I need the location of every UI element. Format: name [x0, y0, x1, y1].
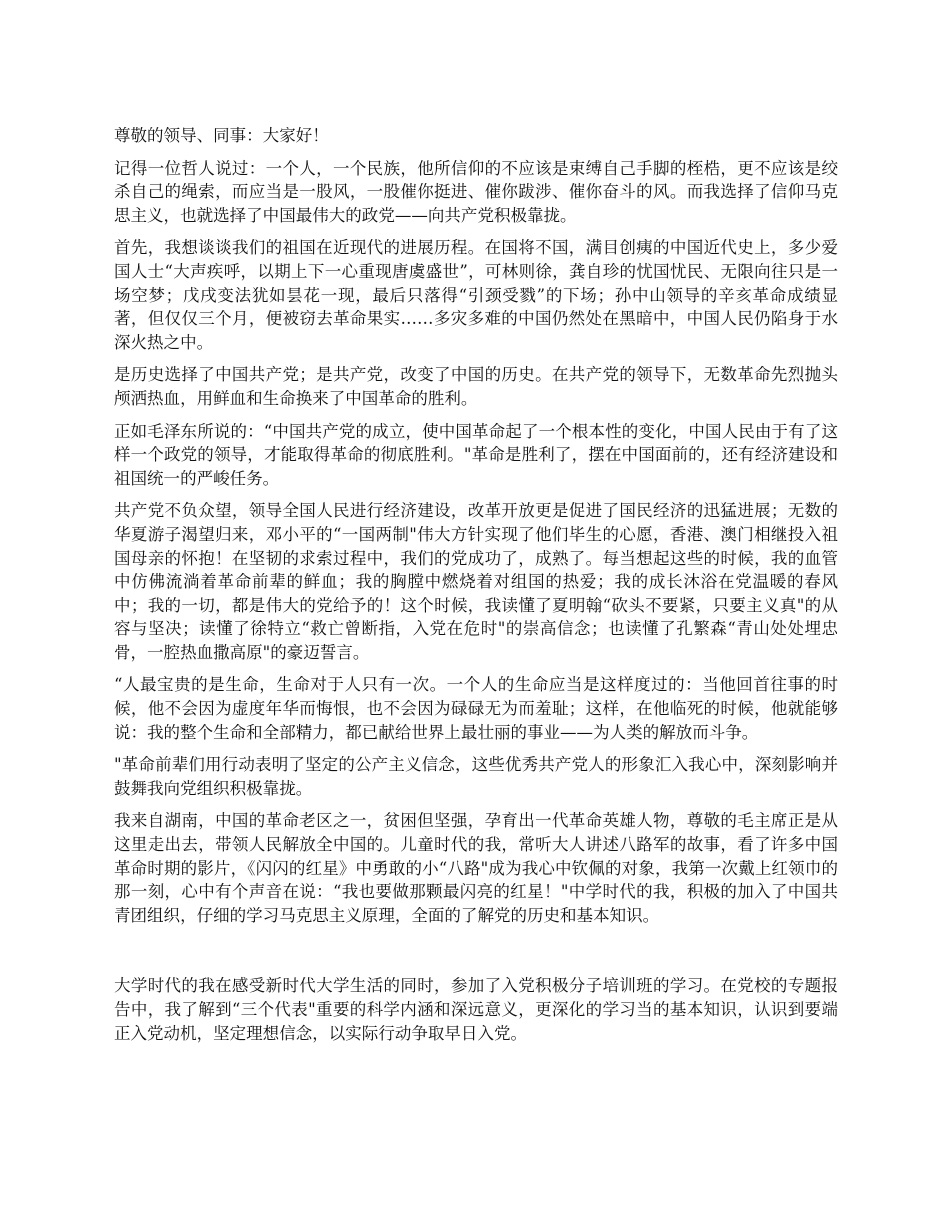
paragraph-revolutionary-predecessors: "革命前辈们用行动表明了坚定的公产主义信念，这些优秀共产党人的形象汇入我心中，深刻影响并鼓舞我向党组织积极靠拢。 [114, 755, 838, 798]
paragraph-university: 大学时代的我在感受新时代大学生活的同时，参加了入党积极分子培训班的学习。在党校的专题报告中，我了解到“三个代表"重要的科学内涵和深远意义，更深化的学习当的基本知识，认识到要端正入党动机，坚定理想信念，以实际行动争取早日入党。 [114, 976, 838, 1043]
paragraph-mao-quote: 正如毛泽东所说的：“中国共产党的成立，使中国革命起了一个根本性的变化，中国人民由于有了这样一个政党的领导，才能取得革命的彻底胜利。"革命是胜利了，摆在中国面前的，还有经济建设和祖国统一的严峻任务。 [114, 421, 838, 488]
document-body [114, 124, 838, 1054]
paragraph-modern-history: 首先，我想谈谈我们的祖国在近现代的进展历程。在国将不国，满目创痍的中国近代史上，多少爱国人士“大声疾呼，以期上下一心重现唐虞盛世”，可林则徐，龚自珍的忧国忧民、无限向往只是一场空梦；戊戌变法犹如昙花一现，最后只落得“引颈受戮”的下场；孙中山领导的辛亥革命成绩显著，但仅仅三个月，便被窃去革命果实……多灾多难的中国仍然处在黑暗中，中国人民仍陷身于水深火热之中。 [114, 238, 838, 352]
paragraph-life-quote: “人最宝贵的是生命，生命对于人只有一次。一个人的生命应当是这样度过的：当他回首往事的时候，他不会因为虚度年华而悔恨，也不会因为碌碌无为而羞耻；这样，在他临死的时候，他就能够说：我的整个生命和全部精力，都已献给世界上最壮丽的事业——为人类的解放而斗争。 [114, 675, 838, 742]
section-spacer [114, 936, 838, 974]
greeting: 尊敬的领导、同事：大家好！ [114, 126, 329, 145]
paragraph-economic-construction: 共产党不负众望，领导全国人民进行经济建设，改革开放更是促进了国民经济的迅猛进展；无数的华夏游子渴望归来，邓小平的“一国两制"伟大方针实现了他们毕生的心愿，香港、澳门相继投入祖国母亲的怀抱！在坚韧的求索过程中，我们的党成功了，成熟了。每当想起这些的时候，我的血管中仿佛流淌着革命前辈的鲜血；我的胸膛中燃烧着对组国的热爱；我的成长沐浴在党温暖的春风中；我的一切，都是伟大的党给予的！这个时候，我读懂了夏明翰“砍头不要紧，只要主义真"的从容与坚决；读懂了徐特立“救亡曾断指，入党在危时"的崇高信念；也读懂了孔繁森“青山处处埋忠骨，一腔热血撒高原"的豪迈誓言。 [114, 501, 838, 662]
paragraph-hunan-childhood: 我来自湖南，中国的革命老区之一，贫困但坚强，孕育出一代革命英雄人物，尊敬的毛主席正是从这里走出去，带领人民解放全中国的。儿童时代的我，常听大人讲述八路军的故事，看了许多中国革命时期的影片，《闪闪的红星》中勇敢的小“八路"成为我心中钦佩的对象，我第一次戴上红领巾的那一刻，心中有个声音在说：“我也要做那颗最闪亮的红星！"中学时代的我，积极的加入了中国共青团组织，仔细的学习马克思主义原理，全面的了解党的历史和基本知识。 [114, 811, 838, 925]
paragraph-philosopher-quote: 记得一位哲人说过：一个人，一个民族，他所信仰的不应该是束缚自己手脚的桎梏，更不应该是绞杀自己的绳索，而应当是一股风，一股催你挺进、催你跋涉、催你奋斗的风。而我选择了信仰马克思主义，也就选择了中国最伟大的政党——向共产党积极靠拢。 [114, 158, 838, 225]
paragraph-history-choice: 是历史选择了中国共产党；是共产党，改变了中国的历史。在共产党的领导下，无数革命先烈抛头颅洒热血，用鲜血和生命换来了中国革命的胜利。 [114, 365, 838, 408]
